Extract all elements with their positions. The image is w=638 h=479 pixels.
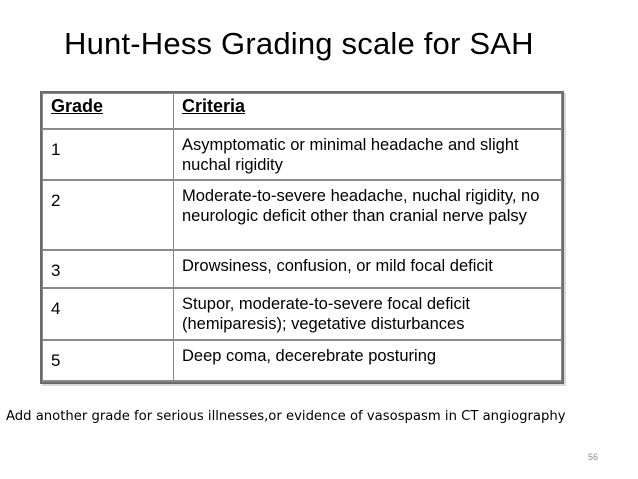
table-row [43,340,562,382]
table-header-row [43,94,562,129]
slide-title: Hunt-Hess Grading scale for SAH [64,26,534,61]
grading-table [42,93,562,382]
table-row [43,250,562,288]
column-header-grade: Grade [43,94,174,129]
table-row [43,129,562,180]
page-number: 56 [588,452,599,462]
grade-cell: 1 [43,129,174,180]
table-row [43,180,562,250]
footnote: Add another grade for serious illnesses,or evidence of vasospasm in CT angiography [6,409,566,424]
grade-cell: 4 [43,288,174,340]
criteria-cell: Drowsiness, confusion, or mild focal deficit [174,250,562,288]
criteria-cell: Asymptomatic or minimal headache and slight nuchal rigidity [174,129,562,180]
criteria-cell: Moderate-to-severe headache, nuchal rigidity, no neurologic deficit other than cranial nerve palsy [174,180,562,250]
grade-cell: 5 [43,340,174,382]
table-row [43,288,562,340]
column-header-criteria: Criteria [174,94,562,129]
grade-cell: 3 [43,250,174,288]
grade-cell: 2 [43,180,174,250]
grading-table-container [40,91,564,384]
criteria-cell: Deep coma, decerebrate posturing [174,340,562,382]
criteria-cell: Stupor, moderate-to-severe focal deficit (hemiparesis); vegetative disturbances [174,288,562,340]
